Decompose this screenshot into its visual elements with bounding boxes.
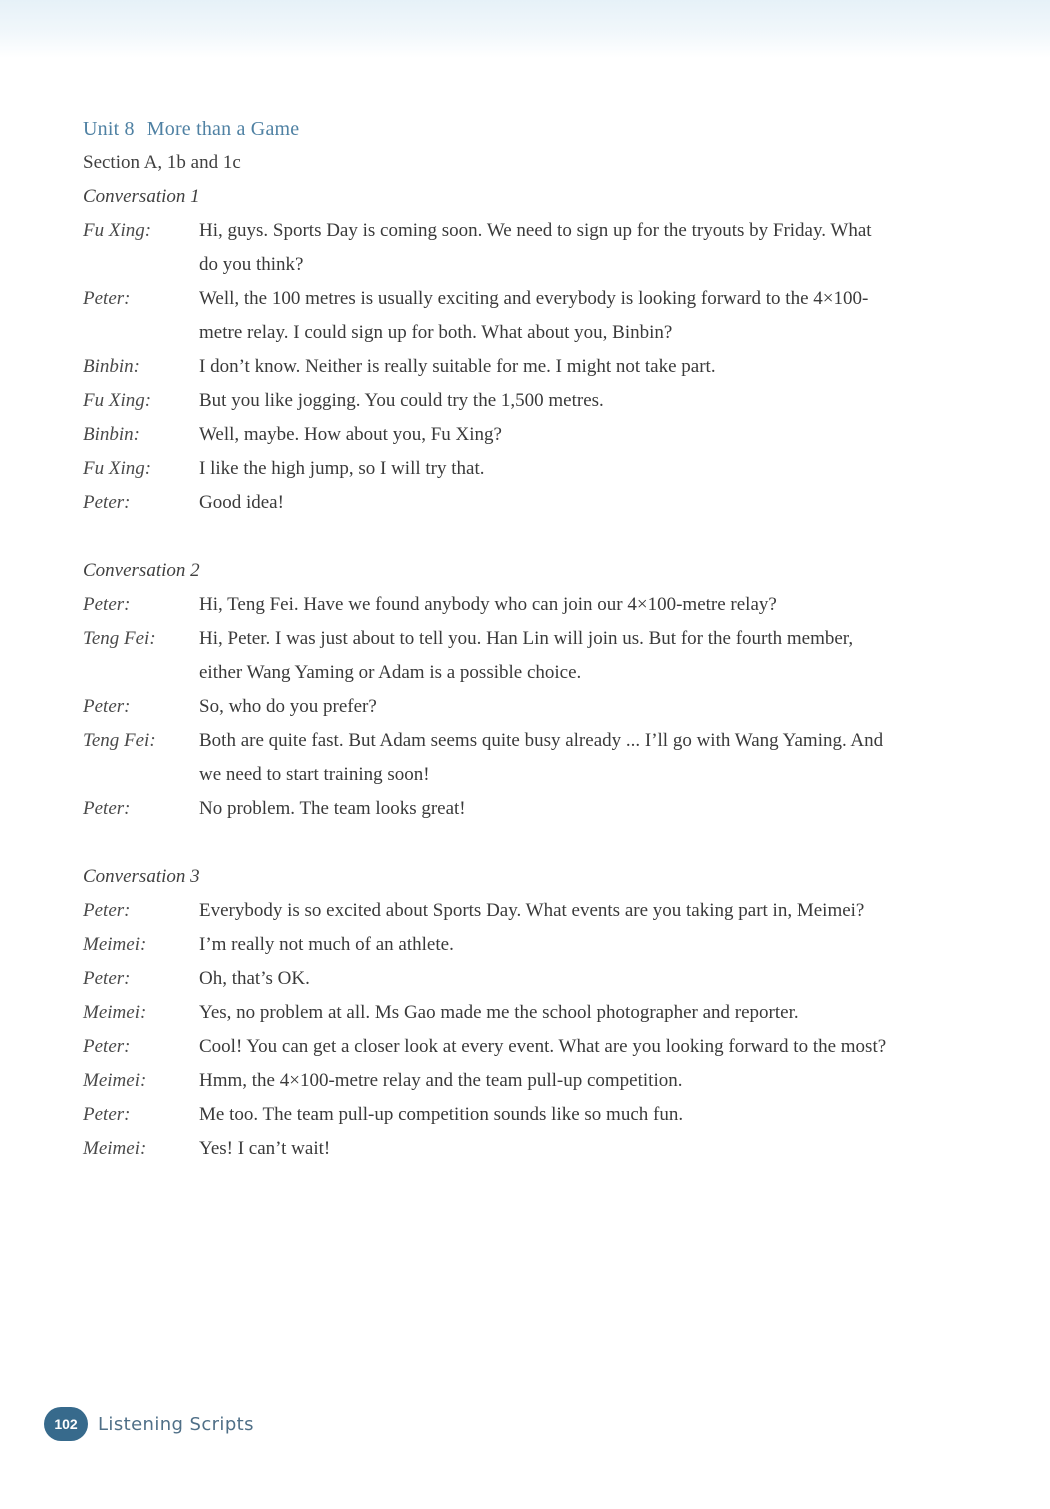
page-content — [83, 112, 903, 1166]
speaker-name: Peter: — [83, 288, 131, 309]
speaker-name: Binbin: — [83, 356, 140, 377]
dialogue-line — [83, 452, 903, 486]
utterance-text: Good idea! — [199, 492, 284, 513]
conversation-3 — [83, 860, 903, 1166]
utterance-text: Oh, that’s OK. — [199, 968, 310, 989]
dialogue-line — [83, 350, 903, 384]
conversations — [83, 180, 903, 1166]
dialogue-line — [83, 418, 903, 452]
speaker-name: Teng Fei: — [83, 628, 156, 649]
utterance-text: Hi, Teng Fei. Have we found anybody who can join our 4×100-metre relay? — [199, 594, 777, 615]
utterance-text: But you like jogging. You could try the 1,500 metres. — [199, 390, 604, 411]
utterance-text: Me too. The team pull-up competition sounds like so much fun. — [199, 1104, 684, 1125]
utterance-text: Cool! You can get a closer look at every event. What are you looking forward to the most? — [199, 1036, 887, 1057]
utterance-text: Well, the 100 metres is usually exciting and everybody is looking forward to the 4×100-metre relay. I could sign up for both. What about you, Binbin? — [199, 288, 869, 343]
dialogue-line — [83, 282, 903, 350]
utterance-text: Well, maybe. How about you, Fu Xing? — [199, 424, 502, 445]
speaker-name: Binbin: — [83, 424, 140, 445]
dialogue-line — [83, 792, 903, 826]
dialogue-line — [83, 1098, 903, 1132]
speaker-name: Fu Xing: — [83, 458, 152, 479]
unit-name: More than a Game — [146, 118, 300, 140]
dialogue-line — [83, 486, 903, 520]
speaker-name: Meimei: — [83, 1138, 147, 1159]
speaker-name: Peter: — [83, 798, 131, 819]
page-footer — [44, 1406, 254, 1442]
speaker-name: Peter: — [83, 492, 131, 513]
utterance-text: Both are quite fast. But Adam seems quite busy already ... I’ll go with Wang Yaming. And we need to start training soon! — [199, 730, 884, 785]
dialogue-line — [83, 384, 903, 418]
speaker-name: Peter: — [83, 900, 131, 921]
dialogue-line — [83, 894, 903, 928]
utterance-text: No problem. The team looks great! — [199, 798, 466, 819]
utterance-text: Everybody is so excited about Sports Day. What events are you taking part in, Meimei? — [199, 900, 865, 921]
speaker-name: Peter: — [83, 968, 131, 989]
dialogue-line — [83, 588, 903, 622]
dialogue-line — [83, 690, 903, 724]
conversation-title: Conversation 2 — [83, 560, 200, 581]
section-title: Section A, 1b and 1c — [83, 152, 241, 173]
dialogue-line — [83, 622, 903, 690]
utterance-text: So, who do you prefer? — [199, 696, 377, 717]
speaker-name: Fu Xing: — [83, 390, 152, 411]
speaker-name: Fu Xing: — [83, 220, 152, 241]
speaker-name: Teng Fei: — [83, 730, 156, 751]
utterance-text: I like the high jump, so I will try that. — [199, 458, 485, 479]
conversation-title: Conversation 1 — [83, 186, 200, 207]
dialogue-line — [83, 1030, 903, 1064]
dialogue-line — [83, 214, 903, 282]
dialogue-line — [83, 928, 903, 962]
unit-number: Unit 8 — [83, 118, 135, 140]
utterance-text: I’m really not much of an athlete. — [199, 934, 454, 955]
speaker-name: Peter: — [83, 594, 131, 615]
dialogue-line — [83, 1064, 903, 1098]
utterance-text: I don’t know. Neither is really suitable for me. I might not take part. — [199, 356, 716, 377]
header-band — [0, 0, 1050, 58]
speaker-name: Meimei: — [83, 1002, 147, 1023]
speaker-name: Meimei: — [83, 1070, 147, 1091]
conversation-2 — [83, 554, 903, 826]
page-number-badge: 102 — [44, 1407, 88, 1441]
dialogue-line — [83, 996, 903, 1030]
dialogue-line — [83, 1132, 903, 1166]
conversation-1 — [83, 180, 903, 520]
utterance-text: Yes! I can’t wait! — [199, 1138, 331, 1159]
utterance-text: Hi, Peter. I was just about to tell you. Han Lin will join us. But for the fourth member, either Wang Yaming or Adam is a possible choice. — [199, 628, 854, 683]
dialogue-line — [83, 724, 903, 792]
speaker-name: Peter: — [83, 696, 131, 717]
utterance-text: Yes, no problem at all. Ms Gao made me the school photographer and reporter. — [199, 1002, 799, 1023]
utterance-text: Hmm, the 4×100-metre relay and the team pull-up competition. — [199, 1070, 683, 1091]
speaker-name: Peter: — [83, 1036, 131, 1057]
dialogue-line — [83, 962, 903, 996]
footer-title: Listening Scripts — [98, 1413, 254, 1435]
unit-title — [83, 112, 903, 146]
utterance-text: Hi, guys. Sports Day is coming soon. We need to sign up for the tryouts by Friday. What do you think? — [199, 220, 872, 275]
speaker-name: Peter: — [83, 1104, 131, 1125]
conversation-title: Conversation 3 — [83, 866, 200, 887]
speaker-name: Meimei: — [83, 934, 147, 955]
